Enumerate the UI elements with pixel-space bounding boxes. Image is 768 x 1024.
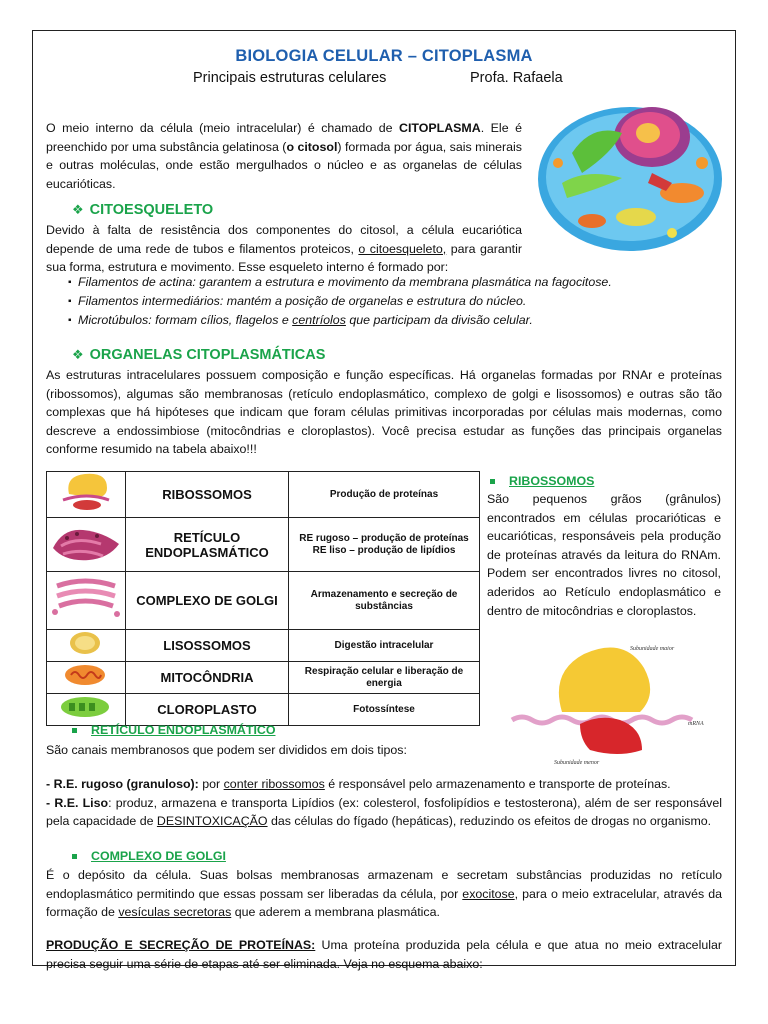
table-row bbox=[47, 572, 480, 630]
table-row bbox=[47, 630, 480, 662]
producao-paragraph: PRODUÇÃO E SECREÇÃO DE PROTEÍNAS: Uma proteína produzida pela célula e que atua no meio extracelular precisa seguir uma série de etapas até ser eliminada. Veja no esquema abaixo: bbox=[46, 938, 722, 971]
organelle-function: Digestão intracelular bbox=[289, 630, 480, 662]
reticulo-intro: São canais membranosos que podem ser divididos em dois tipos: bbox=[46, 743, 407, 757]
lysosome-icon bbox=[47, 630, 125, 656]
organelle-function: Respiração celular e liberação de energia bbox=[289, 662, 480, 694]
svg-text:mRNA: mRNA bbox=[688, 721, 704, 727]
diamond-bullet-icon: ❖ bbox=[72, 347, 84, 362]
citoesqueleto-paragraph: Devido à falta de resistência dos componentes do citosol, a célula eucariótica depende de uma rede de tubos e filamentos proteicos, o citoesqueleto, para garantir sua forma, estrutura e movimento. Esse esqueleto interno é formado por: bbox=[46, 223, 522, 275]
organelle-function: Armazenamento e secreção de substâncias bbox=[289, 572, 480, 630]
chloroplast-icon bbox=[47, 694, 125, 720]
organelle-name: MITOCÔNDRIA bbox=[126, 662, 289, 694]
page-subtitle: Principais estruturas celulares bbox=[193, 70, 387, 86]
square-bullet-icon bbox=[72, 854, 77, 859]
animal-cell-illustration bbox=[532, 93, 724, 257]
endoplasmic-reticulum-icon bbox=[47, 518, 125, 566]
organelle-name: LISOSSOMOS bbox=[126, 630, 289, 662]
citoesqueleto-list bbox=[46, 273, 726, 330]
svg-text:Subunidade menor: Subunidade menor bbox=[554, 760, 600, 766]
table-row bbox=[47, 518, 480, 572]
mitochondria-icon bbox=[47, 662, 125, 688]
list-item: ▪ Filamentos intermediários: mantém a posição de organelas e estrutura do núcleo. bbox=[46, 292, 726, 311]
table-row bbox=[47, 694, 480, 726]
square-bullet-icon bbox=[490, 479, 495, 484]
author-name: Profa. Rafaela bbox=[470, 70, 563, 86]
organelle-name: RIBOSSOMOS bbox=[126, 472, 289, 518]
square-bullet-icon bbox=[72, 728, 77, 733]
organelle-name: COMPLEXO DE GOLGI bbox=[126, 572, 289, 630]
organelle-function: Produção de proteínas bbox=[289, 472, 480, 518]
organelle-name: CLOROPLASTO bbox=[126, 694, 289, 726]
subsection-heading-reticulo: RETÍCULO ENDOPLASMÁTICO bbox=[72, 723, 275, 737]
ribosome-icon bbox=[47, 472, 125, 512]
section-heading-citoesqueleto: ❖ CITOESQUELETO bbox=[72, 202, 214, 218]
organelle-function: Fotossíntese bbox=[289, 694, 480, 726]
svg-text:Subunidade maior: Subunidade maior bbox=[630, 646, 675, 652]
golgi-paragraph: É o depósito da célula. Suas bolsas membranosas armazenam e secretam substâncias produzidas no retículo endoplasmático permitindo que essas possam ser liberadas da célula, por exocitose, para o meio extracelular, através da formação de vesículas secretoras que aderem a membrana plasmática. bbox=[46, 868, 722, 920]
table-row bbox=[47, 472, 480, 518]
section-heading-organelas: ❖ ORGANELAS CITOPLASMÁTICAS bbox=[72, 347, 326, 363]
organelas-paragraph: As estruturas intracelulares possuem composição e função específicas. Há organelas formadas por RNAr e proteínas (ribossomos), algumas são membranosas (retículo endoplasmático, complexo de golgi e lisossomos) e outras são tão complexas que há hipóteses que indicam que foram células primitivas incorporadas por células mais modernas, como descreve a endossimbiose (mitocôndrias e cloroplastos). Você precisa estudar as funções das principais organelas conforme resumido na tabela abaixo!!! bbox=[46, 368, 722, 457]
list-item: ▪ Microtúbulos: formam cílios, flagelos e centríolos que participam da divisão celular. bbox=[46, 311, 726, 330]
organelles-table bbox=[46, 471, 480, 726]
list-item: ▪ Filamentos de actina: garantem a estrutura e movimento da membrana plasmática na fagocitose. bbox=[46, 273, 726, 292]
subsection-heading-golgi: COMPLEXO DE GOLGI bbox=[72, 849, 226, 863]
table-row bbox=[47, 662, 480, 694]
page-title: BIOLOGIA CELULAR – CITOPLASMA bbox=[235, 47, 533, 65]
subsection-heading-ribossomos: RIBOSSOMOS bbox=[490, 474, 594, 488]
diamond-bullet-icon: ❖ bbox=[72, 202, 84, 217]
reticulo-types: - R.E. rugoso (granuloso): por conter ribossomos é responsável pelo armazenamento e transporte de proteínas. - R.E. Liso: produz, armazena e transporta Lipídios (ex: colesterol, fosfolipídios e testosterona), além de ser responsável pela capacidade de DESINTOXICAÇÃO das células do fígado (hepáticas), reduzindo os efeitos de drogas no organismo. bbox=[46, 777, 722, 829]
intro-paragraph: O meio interno da célula (meio intracelular) é chamado de CITOPLASMA. Ele é preenchido por uma substância gelatinosa (o citosol) formada por água, sais minerais e outras moléculas, onde estão mergulhados o núcleo e as organelas de células eucarióticas. bbox=[46, 121, 522, 191]
organelle-function: RE rugoso – produção de proteínas RE liso – produção de lipídios bbox=[289, 518, 480, 572]
organelle-name: RETÍCULO ENDOPLASMÁTICO bbox=[126, 518, 289, 572]
golgi-complex-icon bbox=[47, 572, 125, 624]
ribossomos-paragraph: São pequenos grãos (grânulos) encontrados em células procarióticas e eucarióticas, responsáveis pela produção de proteínas através da leitura do RNAm. Podem ser encontrados livres no citosol, aderidos ao Retículo endoplasmático e dentro de mitocôndrias e cloroplastos. bbox=[487, 492, 721, 618]
